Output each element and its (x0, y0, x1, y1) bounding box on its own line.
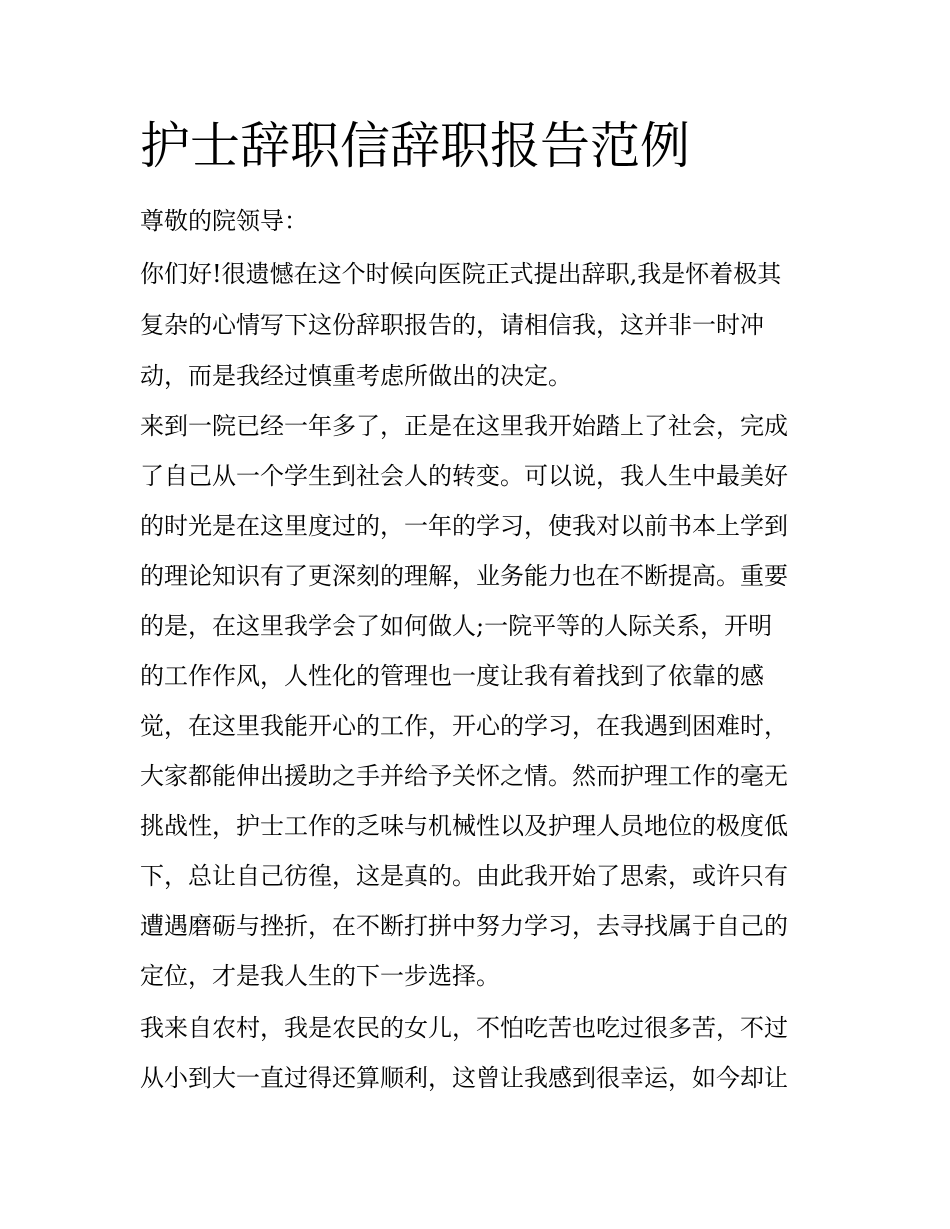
body-line: 了自己从一个学生到社会人的转变。可以说，我人生中最美好 (140, 462, 788, 490)
body-line: 觉，在这里我能开心的工作，开心的学习，在我遇到困难时， (140, 712, 788, 740)
body-line: 动，而是我经过慎重考虑所做出的决定。 (140, 362, 572, 390)
body-line: 定位，才是我人生的下一步选择。 (140, 962, 500, 990)
body-line: 大家都能伸出援助之手并给予关怀之情。然而护理工作的毫无 (140, 762, 788, 790)
body-line: 从小到大一直过得还算顺利，这曾让我感到很幸运，如今却让 (140, 1064, 788, 1092)
body-line: 的工作作风，人性化的管理也一度让我有着找到了依靠的感 (140, 662, 764, 690)
body-line: 下，总让自己彷徨，这是真的。由此我开始了思索，或许只有 (140, 862, 788, 890)
body-line: 挑战性，护士工作的乏味与机械性以及护理人员地位的极度低 (140, 812, 788, 840)
body-line: 我来自农村，我是农民的女儿，不怕吃苦也吃过很多苦，不过 (140, 1014, 788, 1042)
body-line: 的是，在这里我学会了如何做人;一院平等的人际关系，开明 (140, 612, 773, 640)
salutation-line: 尊敬的院领导： (140, 207, 308, 235)
body-line: 复杂的心情写下这份辞职报告的，请相信我，这并非一时冲 (140, 311, 764, 339)
body-line: 的时光是在这里度过的，一年的学习，使我对以前书本上学到 (140, 512, 788, 540)
document-title: 护士辞职信辞职报告范例 (140, 117, 690, 175)
body-line: 的理论知识有了更深刻的理解，业务能力也在不断提高。重要 (140, 562, 788, 590)
body-line: 遭遇磨砺与挫折，在不断打拼中努力学习，去寻找属于自己的 (140, 912, 788, 940)
body-line: 来到一院已经一年多了，正是在这里我开始踏上了社会，完成 (140, 412, 788, 440)
body-line: 你们好!很遗憾在这个时候向医院正式提出辞职,我是怀着极其 (140, 260, 782, 288)
